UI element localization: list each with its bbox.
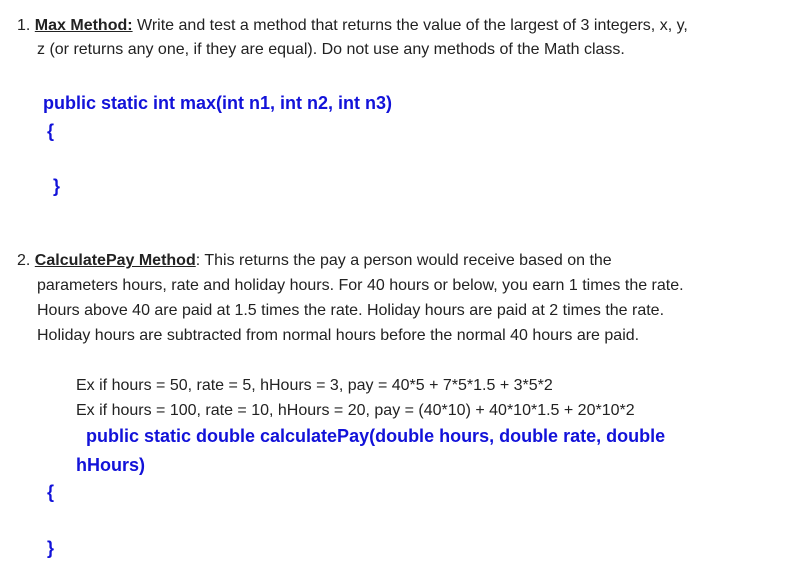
section2-desc-line4: Holiday hours are subtracted from normal hours before the normal 40 hours are paid. — [37, 327, 640, 344]
section2-desc-line2: parameters hours, rate and holiday hours. For 40 hours or below, you earn 1 times the rate. — [37, 277, 684, 294]
section2-signature-line2: hHours) — [76, 455, 145, 475]
section1-number: 1. — [17, 17, 31, 34]
section1-signature: public static int max(int n1, int n2, int n3) — [43, 93, 393, 113]
section1-desc-line1: Write and test a method that returns the value of the largest of 3 integers, x, y, — [137, 17, 688, 34]
section2-desc-line3: Hours above 40 are paid at 1.5 times the rate. Holiday hours are paid at 2 times the rate. — [37, 302, 665, 319]
section1-title: Max Method: — [34, 17, 133, 34]
section2-signature-line1: public static double calculatePay(double hours, double rate, double — [86, 426, 666, 446]
section1-desc-line2: z (or returns any one, if they are equal). Do not use any methods of the Math class. — [37, 41, 625, 58]
section2-number: 2. — [17, 252, 31, 269]
section1-heading — [17, 16, 688, 36]
section1-open-brace: { — [47, 121, 55, 141]
section2-open-brace: { — [47, 482, 55, 502]
section2-title: CalculatePay Method — [34, 252, 196, 269]
section2-heading — [17, 251, 612, 271]
section2-example1: Ex if hours = 50, rate = 5, hHours = 3, pay = 40*5 + 7*5*1.5 + 3*5*2 — [76, 377, 553, 394]
section2-close-brace: } — [47, 538, 55, 558]
section2-example2: Ex if hours = 100, rate = 10, hHours = 20, pay = (40*10) + 40*10*1.5 + 20*10*2 — [76, 402, 635, 419]
section1-close-brace: } — [53, 176, 61, 196]
section2-title-suffix: : — [195, 252, 201, 269]
section2-desc-line1: This returns the pay a person would receive based on the — [204, 252, 612, 269]
